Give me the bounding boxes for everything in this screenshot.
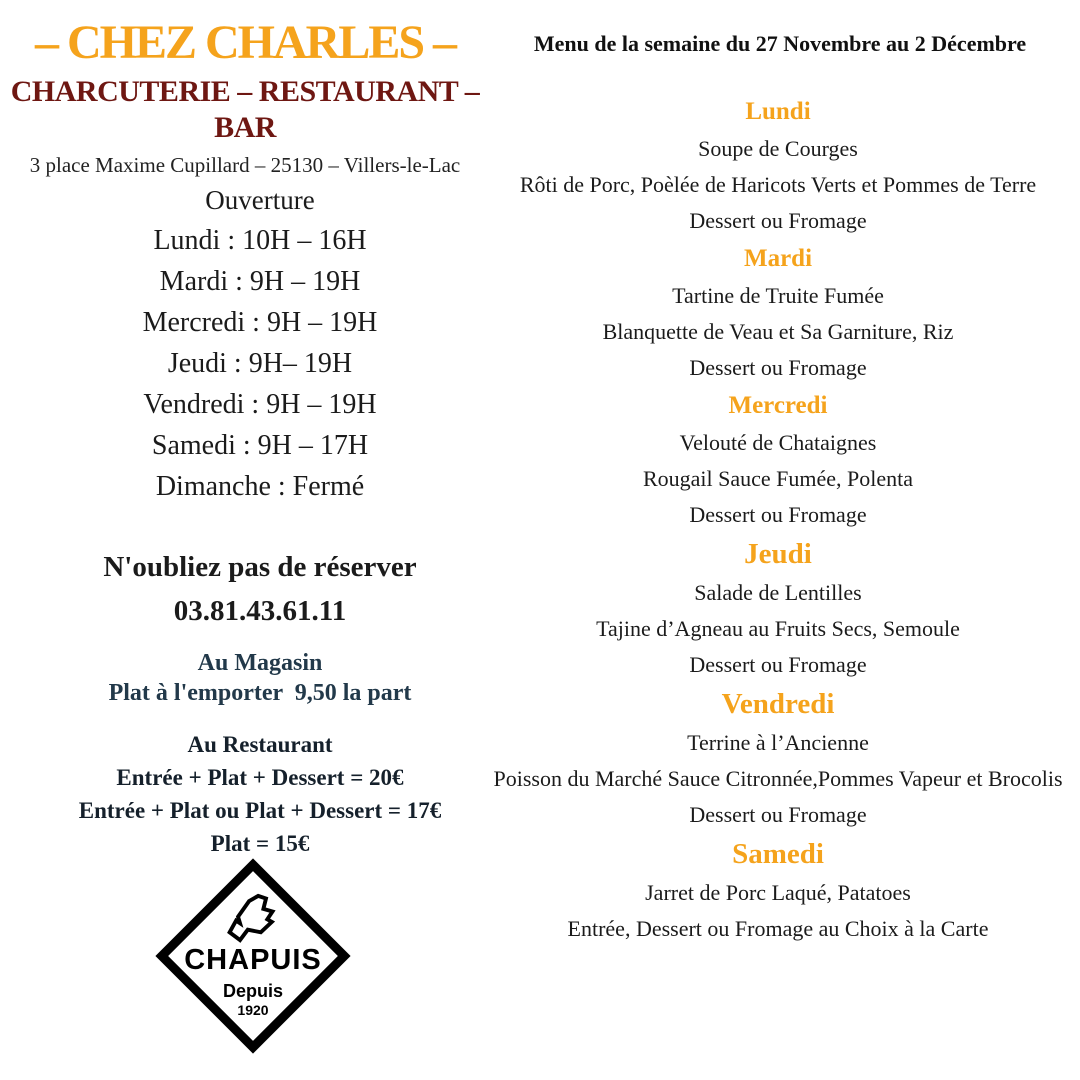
shop-offer-block xyxy=(0,648,520,708)
reservation-text: N'oubliez pas de réserver xyxy=(103,551,417,583)
restaurant-type: CHARCUTERIE – RESTAURANT – BAR xyxy=(10,75,480,144)
reservation-block xyxy=(0,545,520,633)
day-label-lundi: Lundi xyxy=(745,98,811,125)
hours-line-thursday: Jeudi : 9H– 19H xyxy=(167,348,353,379)
menu-item: Rougail Sauce Fumée, Polenta xyxy=(642,466,914,491)
day-label-mardi: Mardi xyxy=(743,245,813,272)
restaurant-address: 3 place Maxime Cupillard – 25130 – Villers-le-Lac xyxy=(29,153,461,177)
week-menu-title: Menu de la semaine du 27 Novembre au 2 Décembre xyxy=(533,31,1027,56)
restaurant-name: – CHEZ CHARLES – xyxy=(34,16,456,69)
shop-offer-price: Plat à l'emporter 9,50 la part xyxy=(108,680,412,706)
menu-item: Salade de Lentilles xyxy=(694,580,862,605)
shop-offer-title: Au Magasin xyxy=(197,650,323,676)
restaurant-pricing-block xyxy=(0,728,520,860)
restaurant-pricing-formula-3: Plat = 15€ xyxy=(210,831,310,856)
menu-day-lundi xyxy=(478,92,1078,239)
menu-item: Tajine d’Agneau au Fruits Secs, Semoule xyxy=(596,616,960,641)
hours-line-monday: Lundi : 10H – 16H xyxy=(153,225,367,256)
hours-line-sunday: Dimanche : Fermé xyxy=(155,471,365,502)
menu-item: Rôti de Porc, Poèlée de Haricots Verts et Pommes de Terre xyxy=(519,172,1037,197)
menu-item: Velouté de Chataignes xyxy=(679,430,877,455)
chapuis-logo-name: CHAPUIS xyxy=(184,944,322,976)
weekly-menu xyxy=(478,92,1078,947)
chapuis-logo-year: 1920 xyxy=(237,1002,269,1018)
brand-header xyxy=(0,16,490,178)
menu-day-vendredi xyxy=(478,683,1078,833)
chapuis-logo xyxy=(153,886,353,1026)
menu-day-jeudi xyxy=(478,533,1078,683)
menu-item: Jarret de Porc Laqué, Patatoes xyxy=(645,880,911,905)
opening-hours xyxy=(0,180,520,507)
menu-item: Entrée, Dessert ou Fromage au Choix à la Carte xyxy=(567,916,989,941)
day-label-samedi: Samedi xyxy=(732,838,824,870)
menu-day-mardi xyxy=(478,239,1078,386)
menu-item: Blanquette de Veau et Sa Garniture, Riz xyxy=(602,319,954,344)
hours-line-saturday: Samedi : 9H – 17H xyxy=(151,430,369,461)
menu-item: Soupe de Courges xyxy=(698,136,858,161)
hours-line-friday: Vendredi : 9H – 19H xyxy=(143,389,377,420)
menu-item: Dessert ou Fromage xyxy=(689,802,867,827)
menu-item: Terrine à l’Ancienne xyxy=(687,730,869,755)
restaurant-pricing-title: Au Restaurant xyxy=(187,732,333,757)
restaurant-pricing-formula-2: Entrée + Plat ou Plat + Dessert = 17€ xyxy=(78,798,442,823)
restaurant-pricing-formula-1: Entrée + Plat + Dessert = 20€ xyxy=(116,765,404,790)
menu-day-mercredi xyxy=(478,386,1078,533)
hours-line-tuesday: Mardi : 9H – 19H xyxy=(159,266,361,297)
menu-item: Dessert ou Fromage xyxy=(689,355,867,380)
menu-item: Dessert ou Fromage xyxy=(689,208,867,233)
opening-hours-title: Ouverture xyxy=(205,185,315,215)
chapuis-logo-depuis: Depuis xyxy=(222,981,283,1001)
menu-item: Dessert ou Fromage xyxy=(689,502,867,527)
menu-item: Dessert ou Fromage xyxy=(689,652,867,677)
day-label-jeudi: Jeudi xyxy=(744,538,812,570)
menu-item: Tartine de Truite Fumée xyxy=(672,283,884,308)
hours-line-wednesday: Mercredi : 9H – 19H xyxy=(142,307,378,338)
chapuis-region-shape-icon xyxy=(220,892,286,944)
day-label-mercredi: Mercredi xyxy=(728,392,828,419)
menu-day-samedi xyxy=(478,833,1078,947)
menu-item: Poisson du Marché Sauce Citronnée,Pommes Vapeur et Brocolis xyxy=(493,766,1063,791)
day-label-vendredi: Vendredi xyxy=(721,688,835,720)
reservation-phone: 03.81.43.61.11 xyxy=(173,595,347,627)
